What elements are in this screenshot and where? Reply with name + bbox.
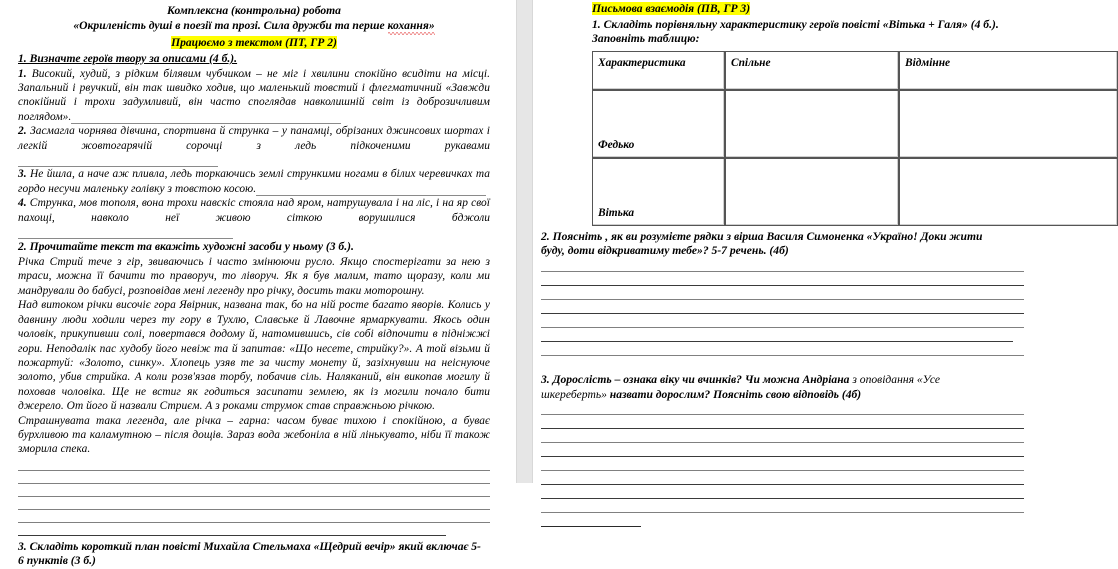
left-task1-item-3-answer-line[interactable] — [256, 185, 486, 196]
answer-line-short[interactable] — [541, 526, 641, 527]
page-right — [533, 0, 1024, 483]
answer-line[interactable] — [541, 341, 1013, 342]
left-task1-item-1-answer-line[interactable] — [71, 113, 341, 124]
answer-line[interactable] — [541, 327, 1024, 328]
right-task3-answer-rules — [541, 414, 1024, 527]
left-task2-answer-rules — [18, 470, 490, 536]
table-header-characteristic: Характеристика — [592, 51, 725, 90]
left-task1-item-1-text: Високий, худий, з рідким білявим чубчиком – не міг і хвилини спокійно всидіти на місці. Запальний і рвучкий, він так швидко ходив, що маленький товстий і флегматичний «Завжди спокійний і трохи задумливий, він часто споглядав навколишній світ із доброзичливим поглядом». — [18, 67, 490, 123]
left-task1-item-3 — [18, 167, 490, 196]
table-cell-different-vitka[interactable] — [899, 158, 1118, 226]
answer-line[interactable] — [541, 355, 1024, 356]
comparison-table — [592, 51, 1118, 226]
table-header-common: Спільне — [725, 51, 899, 90]
table-cell-label-fedko: Федько — [592, 90, 725, 158]
table-header-different: Відмінне — [899, 51, 1118, 90]
page-gutter — [516, 0, 533, 483]
answer-line[interactable] — [18, 535, 446, 536]
page-left — [0, 0, 516, 568]
left-task2-heading: 2. Прочитайте текст та вкажіть художні засоби у ньому (3 б.). — [18, 240, 354, 254]
table-row — [592, 90, 1118, 158]
right-task3-line-1-bold: 3. Дорослість – ознака віку чи вчинків? Чи можна Андріана — [541, 372, 853, 386]
table-cell-common-vitka[interactable] — [725, 158, 899, 226]
answer-line[interactable] — [18, 496, 490, 497]
answer-line[interactable] — [541, 428, 1024, 429]
right-task2-line-2: буду, доти відкриватиму тебе»? 5-7 речень. (4б) — [541, 244, 789, 258]
right-task3-line-2 — [541, 388, 1024, 403]
answer-line[interactable] — [18, 522, 490, 523]
page-right-content — [533, 0, 1024, 527]
left-task1-item-1 — [18, 67, 490, 125]
answer-line[interactable] — [541, 271, 1024, 272]
document-title-line-1: Комплексна (контрольна) робота — [167, 4, 341, 17]
answer-line[interactable] — [541, 484, 1024, 485]
left-task1-heading: 1. Визначте героїв твору за описами (4 б.). — [18, 52, 238, 65]
document-title-line-2 — [18, 18, 490, 35]
left-task1-item-4-number: 4. — [18, 197, 27, 210]
highlight-banner-left-label: Працюємо з текстом (ПТ, ГР 2) — [171, 36, 337, 49]
answer-line[interactable] — [541, 414, 1024, 415]
left-task1-item-2 — [18, 124, 490, 167]
answer-line[interactable] — [541, 512, 1024, 513]
right-task3-line-2-a: шкереберть» — [541, 387, 607, 401]
left-task1-item-2-answer-line[interactable] — [18, 156, 218, 167]
answer-line[interactable] — [541, 313, 1024, 314]
table-cell-label-vitka: Вітька — [592, 158, 725, 226]
right-task3-line-1 — [541, 373, 1024, 388]
right-task2-line-1: 2. Поясніть , як ви розумієте рядки з вірша Василя Симоненка «Україно! Доки жити — [541, 229, 983, 243]
answer-line[interactable] — [18, 470, 490, 471]
left-task1-item-4-answer-line[interactable] — [18, 228, 233, 239]
answer-line[interactable] — [541, 299, 1024, 300]
answer-line[interactable] — [541, 470, 1024, 471]
answer-line[interactable] — [18, 483, 490, 484]
left-task1-item-1-number: 1. — [18, 67, 27, 80]
spellcheck-word-kohannya: кохання» — [388, 18, 435, 35]
answer-line[interactable] — [541, 456, 1024, 457]
table-row — [592, 158, 1118, 226]
left-task1-item-3-text: Не йшла, а наче аж пливла, ледь торкаючись землі стрункими ногами в білих черевичках та гордо несучи маленьку голівку з товстою косою. — [18, 168, 491, 195]
right-task3-line-1-rest: з оповідання «Усе — [852, 372, 941, 386]
left-task2-paragraph-1: Річка Стрий тече з гір, звиваючись і часто змінюючи русло. Якщо спостерігати за нею з траси, можна її бачити то праворуч, то ліворуч. Як я був малим, тато щоразу, коли ми мандрували до бабусі, розповідав мені легенду про річку, досить таки моторошну. — [18, 256, 490, 297]
right-task2-answer-rules — [541, 271, 1024, 356]
answer-line[interactable] — [18, 509, 490, 510]
right-task1-line-2: Заповніть таблицю: — [592, 32, 700, 46]
left-task3-heading-line-1: 3. Складіть короткий план повісті Михайла Стельмаха «Щедрий вечір» який включає 5- — [18, 539, 481, 553]
table-cell-common-fedko[interactable] — [725, 90, 899, 158]
table-header-row — [592, 51, 1118, 90]
left-task2-paragraph-3: Страшнувата така легенда, але річка – гарна: часом буває тихою і спокійною, а буває бурхливою та каламутною – після дощів. Зараз вода жебоніла в ній лінькувато, ніби її також зморила спека. — [18, 414, 490, 456]
right-task3-line-2-b: назвати дорослим? Поясніть свою відповідь (4б) — [606, 387, 862, 401]
answer-line[interactable] — [541, 498, 1024, 499]
answer-line[interactable] — [541, 442, 1024, 443]
left-task1-item-4-text: Струнка, мов тополя, вона трохи навскіс стояла над яром, натрушувала і на ліс, і на яр свої пахощі, навколо неї живою сіткою ворушилися бджоли — [18, 197, 491, 224]
right-task1-line-1: 1. Складіть порівняльну характеристику героїв повісті «Вітька + Галя» (4 б.). — [592, 17, 999, 31]
left-task1-item-2-text: Засмагла чорнява дівчина, спортивна й струнка – у панамці, обрізаних джинсових шортах і легкій жовтогарячій сорочці з ледь підкоченими рукавами — [18, 125, 491, 152]
left-task1-item-4 — [18, 196, 490, 239]
document-title-line-2-text: «Окриленість душі в поезії та прозі. Сила дружби та перше — [73, 19, 388, 32]
table-cell-different-fedko[interactable] — [899, 90, 1118, 158]
highlight-banner-left — [18, 35, 490, 50]
left-task3-heading-line-2: 6 пунктів (3 б.) — [18, 554, 96, 568]
left-task1-item-2-number: 2. — [18, 125, 27, 138]
highlight-banner-right-label: Письмова взаємодія (ПВ, ГР 3) — [592, 2, 751, 15]
page-left-content — [0, 0, 516, 569]
answer-line[interactable] — [541, 285, 1024, 286]
left-task2-paragraph-2: Над витоком річки височіє гора Явірник, названа так, бо на ній росте багато яворів. Колись у давнину люди ходили через ту гору в Тухлю, Славське й Лавочне ярмаркувати. Якось один чоловік, прикупивши солі, повертався додому й, натомившись, сів собі відпочити в підніжжі гори. Неподалік пас худобу його невіж та й запитав: «Що несете, стрийку?». А той візьми й пожартуй: «Золото, синку». Хлопець узяв те за чисту монету й, зазіхнувши на неіснуюче золото, убив стрийка. А коли розв'язав торбу, побачив сіль. Наляканий, він викопав могилу й поховав чоловіка. Ще не встиг як годиться засипати землею, як із могили почало бити джерело. От його й назвали Стриєм. А з роками струмок став справжньою річкою. — [18, 299, 490, 413]
highlight-banner-right — [592, 2, 1024, 17]
left-task1-item-3-number: 3. — [18, 168, 27, 181]
